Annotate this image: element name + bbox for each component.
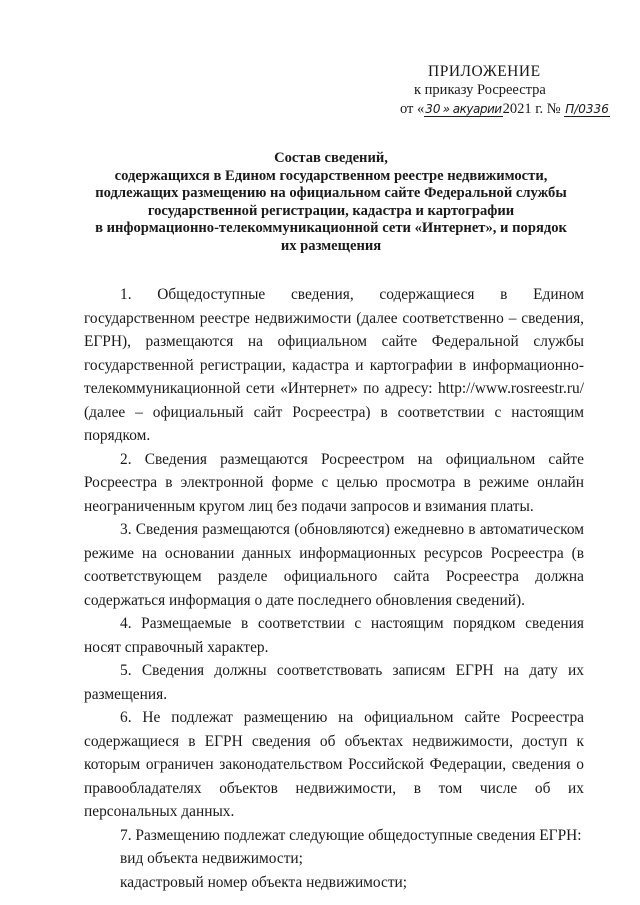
appendix-order-ref: к приказу Росреестра [414,82,546,98]
paragraph-5: 5. Сведения должны соответствовать записям ЕГРН на дату их размещения. [84,662,584,703]
paragraph-7: 7. Размещению подлежат следующие общедоступные сведения ЕГРН: [120,826,582,844]
appendix-block [400,62,625,119]
paragraph-2: 2. Сведения размещаются Росреестром на официальном сайте Росреестра в электронной форме с целью просмотра в режиме онлайн неограниченным кругом лиц без подачи запросов и взимания платы. [84,450,584,515]
paragraph-4: 4. Размещаемые в соответствии с настоящим порядком сведения носят справочный характер. [84,615,584,656]
handwritten-order-number: П/0336 [565,102,609,116]
date-prefix: от « [400,101,425,117]
title-line: государственной регистрации, кадастра и картографии [147,202,515,219]
paragraph-1: 1. Общедоступные сведения, содержащиеся в Едином государственном реестре недвижимости (далее соответственно – сведения, ЕГРН), размещаются на официальном сайте Федеральной службы государственной регистрации, кадастра и картографии в информационно-телекоммуникационной сети «Интернет» по адресу: http://www.rosreestr.ru/ (далее – официальный сайт Росреестра) в соответствии с настоящим порядком. [84,286,584,444]
appendix-order-date [400,100,625,119]
paragraph-3: 3. Сведения размещаются (обновляются) ежедневно в автоматическом режиме на основании данных информационных ресурсов Росреестра (в соответствующем разделе официального сайта Росреестра должна содержаться информация о дате последнего обновления сведений). [84,521,584,609]
handwritten-day: 30 [425,102,441,116]
document-title [86,150,576,256]
list-item: кадастровый номер объекта недвижимости; [120,873,408,891]
title-line: содержащихся в Едином государственном реестре недвижимости, [114,167,548,184]
date-year: 2021 г. № [502,101,561,117]
title-line: их размещения [280,237,382,254]
document-body [84,283,584,894]
handwritten-month: » ​акуарии [442,102,502,116]
title-line: подлежащих размещению на официальном сайте Федеральной службы [95,185,567,202]
title-line: Состав сведений, [274,150,388,166]
list-item: вид объекта недвижимости; [120,850,303,867]
paragraph-6: 6. Не подлежат размещению на официальном сайте Росреестра содержащиеся в ЕГРН сведения об объектах недвижимости, доступ к которым ограничен законодательством Российской Федерации, сведения о правообладателях объектов недвижимости, в том числе об их персональных данных. [84,709,584,820]
title-line: в информационно-телекоммуникационной сети «Интернет», и порядок [95,220,567,237]
appendix-title: ПРИЛОЖЕНИЕ [428,63,541,80]
